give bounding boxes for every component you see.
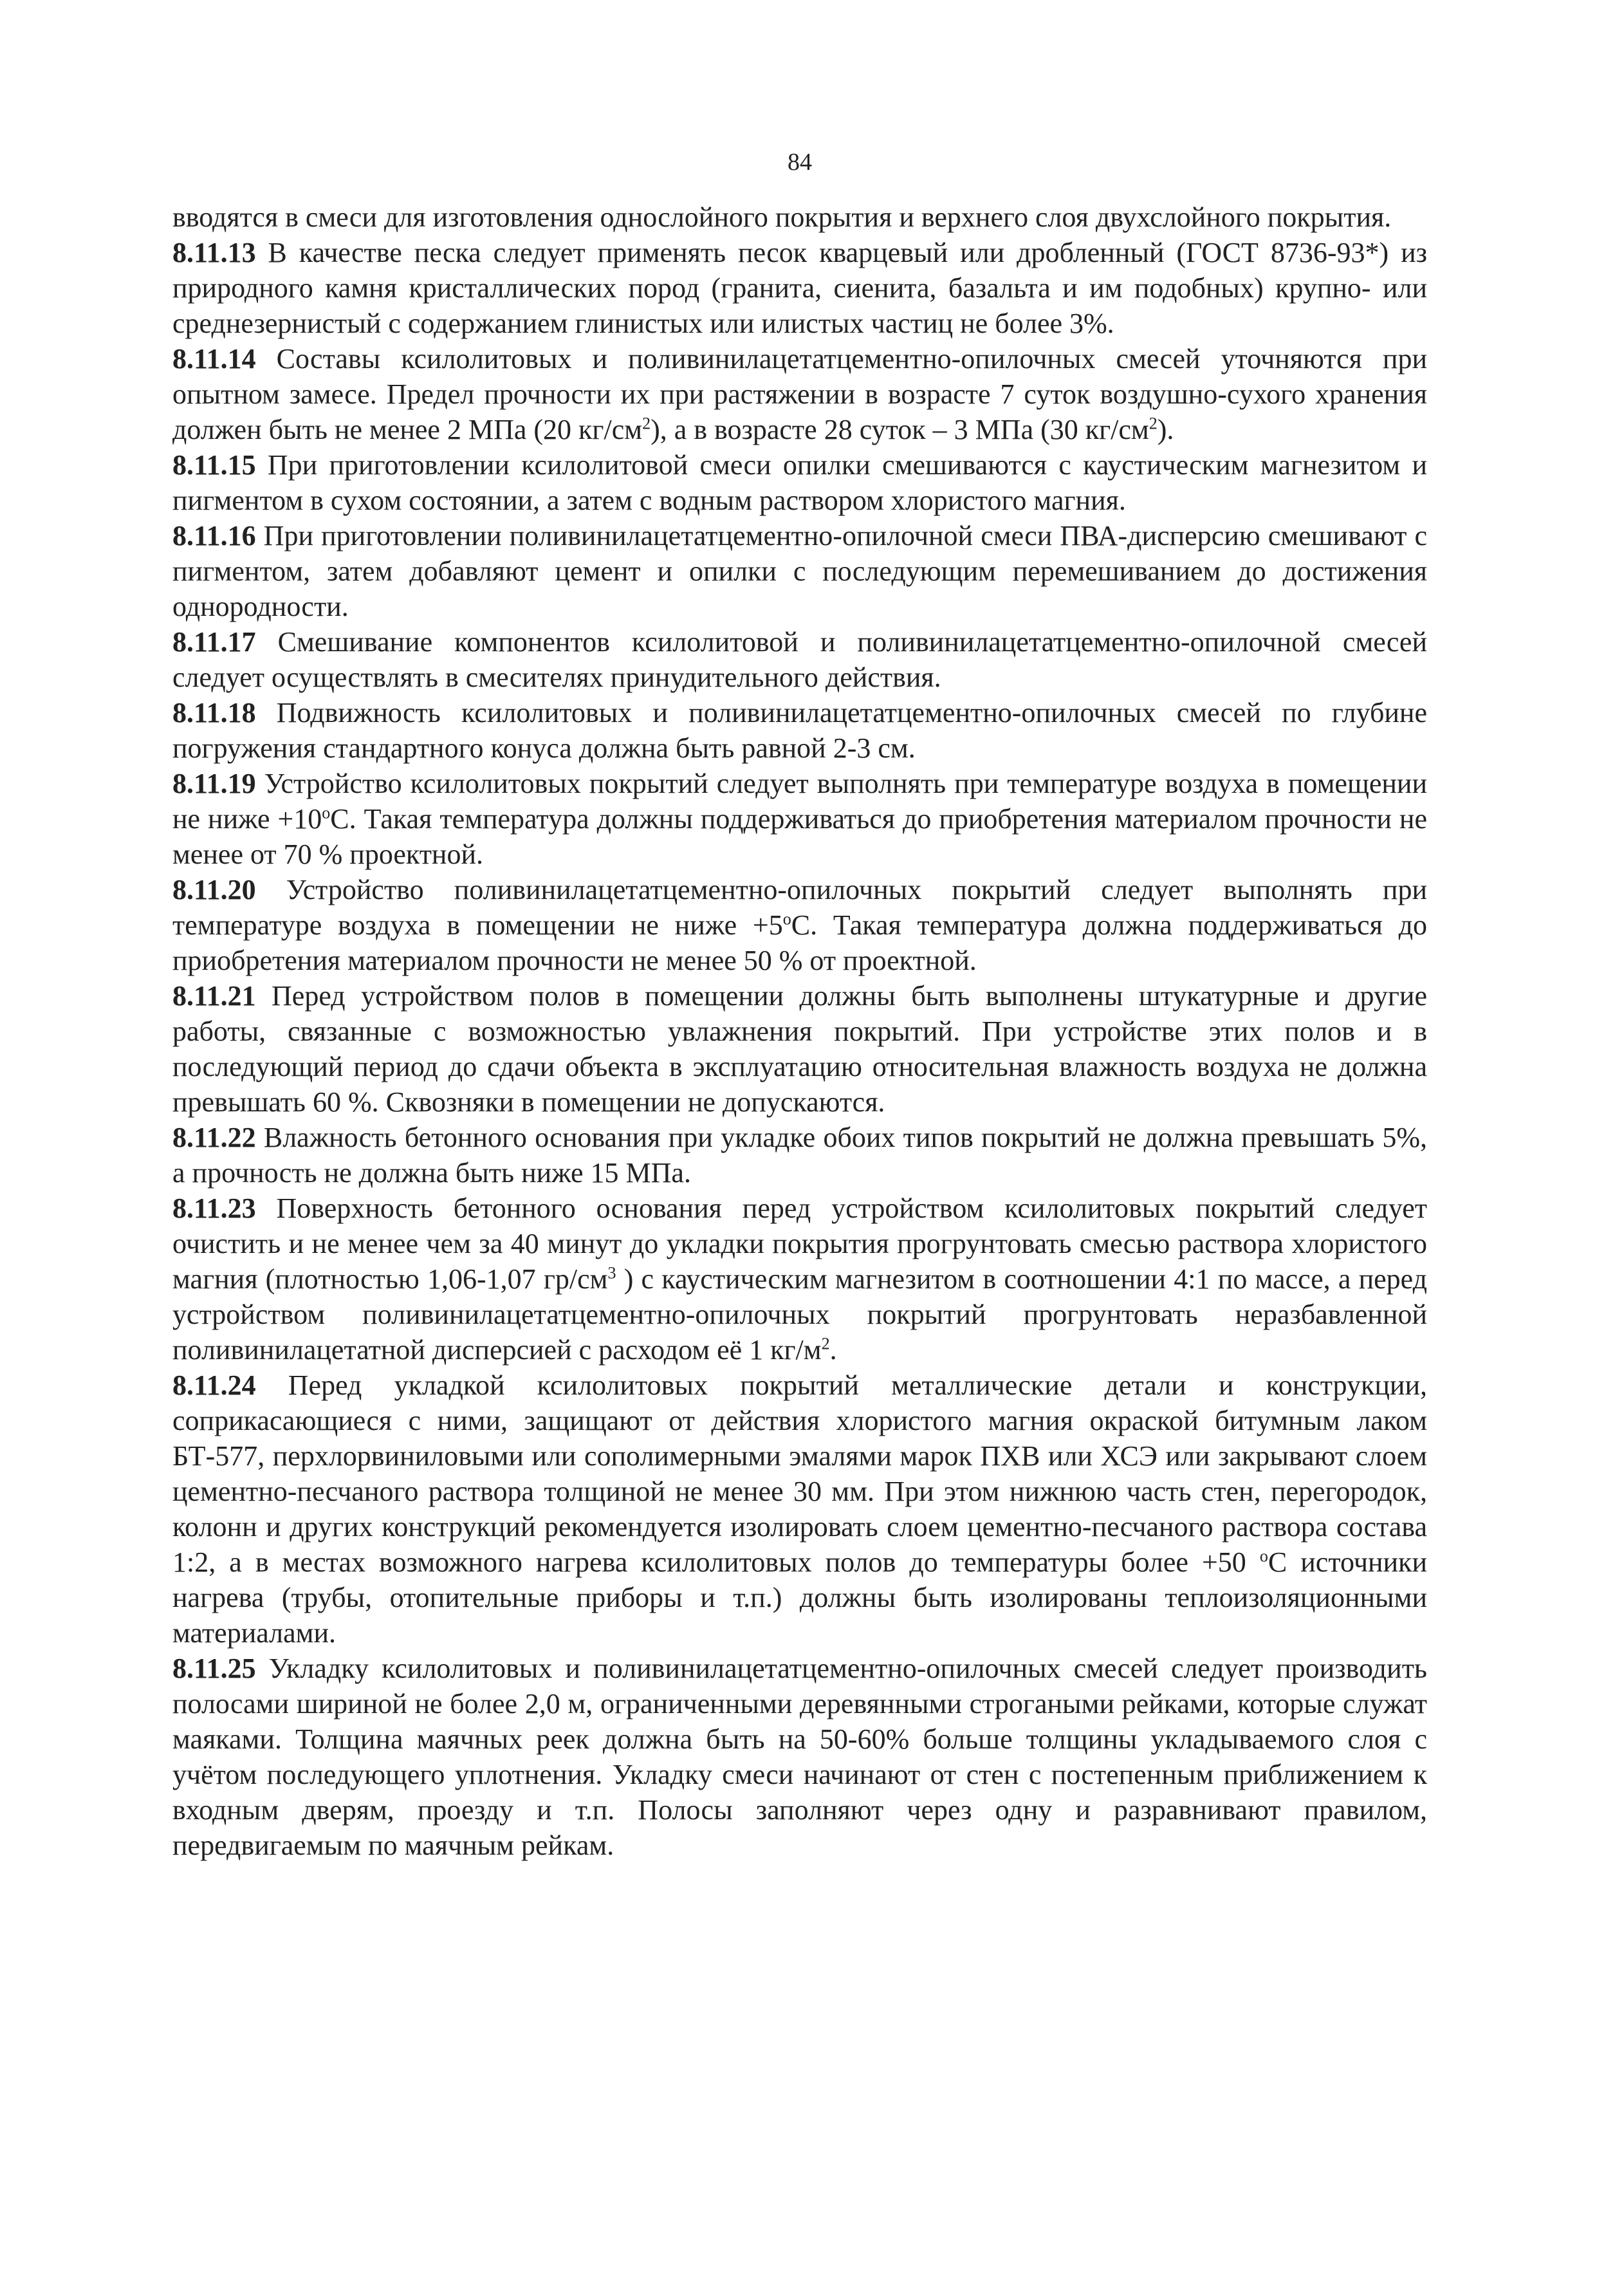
superscript: 2 [1149, 414, 1158, 433]
text-segment: Перед укладкой ксилолитовых покрытий металлические детали и конструкции, соприкасающиеся с ними, защищают от действия хлористого магния окраской битумным лаком БТ-577, перхлорвиниловыми или сополимерными эмалями марок ПХВ или ХСЭ или закрывают слоем цементно-песчаного раствора толщиной не менее 30 мм. При этом нижнюю часть стен, перегородок, колонн и других конструкций рекомендуется изолировать слоем цементно-песчаного раствора состава 1:2, а в местах возможного нагрева ксилолитовых полов до температуры более +50 [172, 1369, 1427, 1578]
clause-number: 8.11.14 [172, 343, 256, 375]
superscript: 2 [821, 1334, 830, 1353]
text-segment: Поверхность бетонного основания перед устройством ксилолитовых покрытий следует очистить и не менее чем за 40 минут до укладки покрытия прогрунтовать смесью раствора хлористого магния (плотностью 1,06-1,07 гр/см [172, 1192, 1427, 1295]
superscript: 2 [642, 414, 651, 433]
paragraph-8-11-14 [172, 341, 1427, 447]
paragraph-8-11-18 [172, 695, 1427, 766]
clause-number: 8.11.23 [172, 1192, 256, 1224]
clause-number: 8.11.20 [172, 874, 256, 905]
text-segment: При приготовлении поливинилацетатцементно-опилочной смеси ПВА-дисперсию смешивают с пигментом, затем добавляют цемент и опилки с последующим перемешиванием до достижения однородности. [172, 520, 1427, 622]
text-segment: В качестве песка следует применять песок кварцевый или дробленный (ГОСТ 8736-93*) из природного камня кристаллических пород (гранита, сиенита, базальта и им подобных) крупно- или среднезернистый с содержанием глинистых или илистых частиц не более 3%. [172, 237, 1427, 339]
clause-number: 8.11.25 [172, 1653, 256, 1684]
document-body [172, 199, 1427, 1863]
text-segment: С источники нагрева (трубы, отопительные приборы и т.п.) должны быть изолированы теплоизоляционными материалами. [172, 1546, 1427, 1649]
paragraph-8-11-17 [172, 624, 1427, 695]
text-segment: С. Такая температура должны поддерживаться до приобретения материалом прочности не менее от 70 % проектной. [172, 803, 1427, 870]
superscript: о [322, 803, 331, 822]
text-segment: При приготовлении ксилолитовой смеси опилки смешиваются с каустическим магнезитом и пигментом в сухом состоянии, а затем с водным раствором хлористого магния. [172, 449, 1427, 516]
clause-number: 8.11.16 [172, 520, 256, 552]
clause-number: 8.11.15 [172, 449, 256, 481]
text-segment: С. Такая температура должна поддерживаться до приобретения материалом прочности не менее 50 % от проектной. [172, 909, 1428, 976]
paragraph-8-11-15 [172, 447, 1427, 518]
paragraph-8-11-22 [172, 1120, 1427, 1191]
text-segment: Устройство поливинилацетатцементно-опилочных покрытий следует выполнять при температуре воздуха в помещении не ниже +5 [172, 874, 1427, 941]
text-segment: Подвижность ксилолитовых и поливинилацетатцементно-опилочных смесей по глубине погружения стандартного конуса должна быть равной 2-3 см. [172, 697, 1427, 764]
paragraph-8-11-19 [172, 766, 1427, 872]
text-segment: Составы ксилолитовых и поливинилацетатцементно-опилочных смесей уточняются при опытном замесе. Предел прочности их при растяжении в возрасте 7 суток воздушно-сухого хранения должен быть не менее 2 МПа (20 кг/см [172, 343, 1427, 445]
text-segment: ), а в возрасте 28 суток – 3 МПа (30 кг/см [651, 414, 1149, 445]
paragraph-8-11-20 [172, 872, 1427, 978]
paragraph-8-11-25 [172, 1651, 1427, 1863]
clause-number: 8.11.19 [172, 768, 256, 799]
superscript: о [782, 909, 791, 929]
paragraph-8-11-24 [172, 1367, 1427, 1651]
text-segment: Перед устройством полов в помещении должны быть выполнены штукатурные и другие работы, связанные с возможностью увлажнения покрытий. При устройстве этих полов и в последующий период до сдачи объекта в эксплуатацию относительная влажность воздуха не должна превышать 60 %. Сквозняки в помещении не допускаются. [172, 980, 1427, 1118]
text-segment: Влажность бетонного основания при укладке обоих типов покрытий не должна превышать 5%, а прочность не должна быть ниже 15 МПа. [172, 1122, 1427, 1189]
clause-number: 8.11.18 [172, 697, 256, 728]
document-page [172, 145, 1427, 1863]
paragraph-8-11-23 [172, 1191, 1427, 1367]
superscript: о [1259, 1546, 1268, 1566]
clause-number: 8.11.17 [172, 626, 256, 658]
text-segment: . [829, 1334, 837, 1366]
superscript: 3 [607, 1263, 616, 1283]
clause-number: 8.11.13 [172, 237, 256, 268]
paragraph-intro [172, 199, 1427, 235]
text-segment: Укладку ксилолитовых и поливинилацетатцементно-опилочных смесей следует производить полосами шириной не более 2,0 м, ограниченными деревянными строгаными рейками, которые служат маяками. Толщина маячных реек должна быть на 50-60% больше толщины укладываемого слоя с учётом последующего уплотнения. Укладку смеси начинают от стен с постепенным приближением к входным дверям, проезду и т.п. Полосы заполняют через одну и разравнивают правилом, передвигаемым по маячным рейкам. [172, 1653, 1427, 1861]
paragraph-8-11-13 [172, 235, 1427, 341]
text-segment: Устройство ксилолитовых покрытий следует выполнять при температуре воздуха в помещении не ниже +10 [172, 768, 1427, 835]
page-number: 84 [788, 149, 812, 176]
text-segment: Смешивание компонентов ксилолитовой и поливинилацетатцементно-опилочной смесей следует осуществлять в смесителях принудительного действия. [172, 626, 1427, 693]
clause-number: 8.11.22 [172, 1122, 256, 1153]
text-segment: вводятся в смеси для изготовления однослойного покрытия и верхнего слоя двухслойного покрытия. [172, 201, 1392, 233]
paragraph-8-11-16 [172, 518, 1427, 624]
text-segment: ) с каустическим магнезитом в соотношении 4:1 по массе, а перед устройством поливинилацетатцементно-опилочных покрытий прогрунтовать неразбавленной поливинилацетатной дисперсией с расходом её 1 кг/м [172, 1263, 1428, 1366]
clause-number: 8.11.24 [172, 1369, 256, 1401]
clause-number: 8.11.21 [172, 980, 256, 1012]
text-segment: ). [1157, 414, 1174, 445]
paragraph-8-11-21 [172, 978, 1427, 1120]
